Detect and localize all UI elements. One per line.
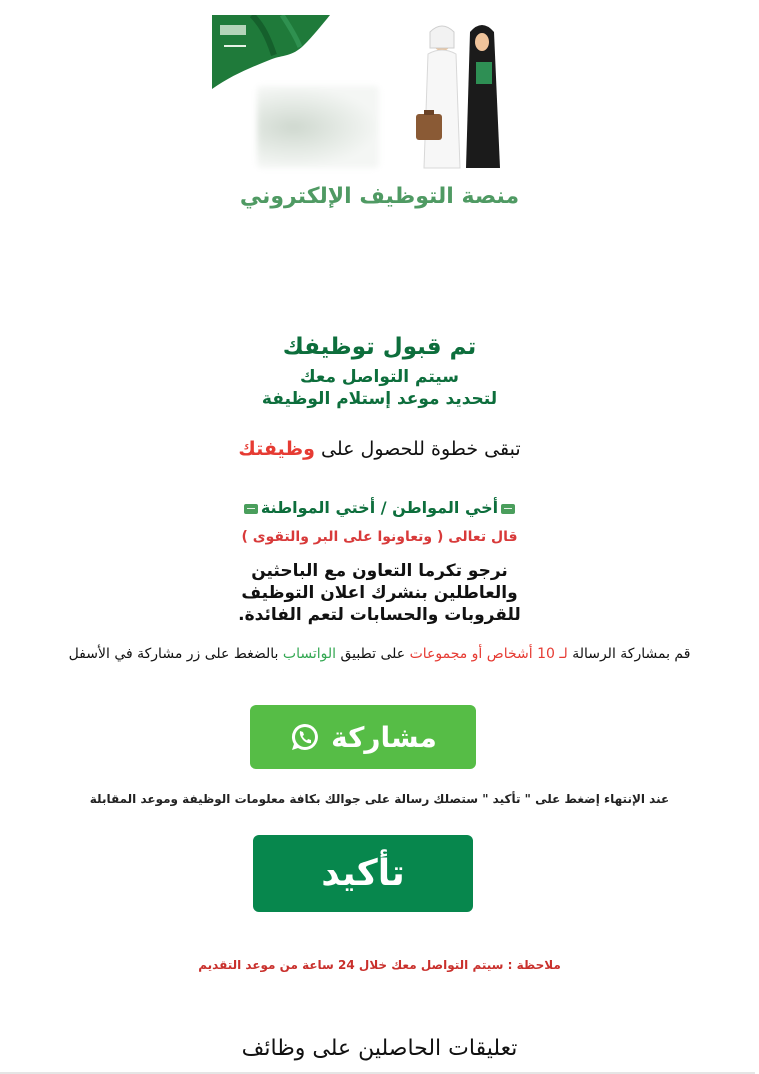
plea-line: للقروبات والحسابات لتعم الفائدة. (238, 605, 521, 625)
saudi-flag-image (212, 15, 330, 89)
share-label: مشاركة (331, 720, 437, 754)
acceptance-line-1: سيتم التواصل معك (300, 367, 459, 387)
citizen-text: أخي المواطن / أختي المواطنة (260, 498, 499, 517)
confirm-label: تأكيد (321, 853, 405, 894)
whatsapp-share-button[interactable] (250, 705, 476, 769)
quran-verse: قال تعالى ( وتعاونوا على البر والتقوى ) (241, 529, 518, 545)
acceptance-subtitle (0, 366, 759, 410)
confirm-button[interactable] (253, 835, 473, 912)
completion-instruction: عند الإنتهاء إضغط على " تأكيد " ستصلك رسالة على جوالك بكافة معلومات الوظيفة وموعد المقابلة (89, 792, 670, 806)
plea-line: والعاطلين بنشرك اعلان التوظيف (241, 583, 518, 603)
job-seekers-illustration (410, 18, 510, 178)
contact-note: ملاحظة : سيتم التواصل معك خلال 24 ساعة من موعد التقديم (198, 958, 561, 972)
step-prefix: تبقى خطوة للحصول على (321, 438, 521, 460)
citizen-heading (0, 498, 759, 517)
acceptance-title: تم قبول توظيفك (282, 334, 477, 360)
comments-heading: تعليقات الحاصلين على وظائف (241, 1036, 518, 1061)
whatsapp-icon (289, 721, 321, 753)
blurred-logo-image (257, 86, 379, 168)
saudi-flag-icon (244, 504, 258, 514)
share-count-highlight: لـ 10 أشخاص أو مجموعات (409, 646, 568, 662)
step-highlight: وظيفتك (238, 438, 315, 460)
saudi-flag-icon (501, 504, 515, 514)
share-instruction-part: بالضغط على زر مشاركة في الأسفل (68, 646, 279, 662)
platform-title: منصة التوظيف الإلكتروني (239, 184, 520, 209)
plea-line: نرجو تكرما التعاون مع الباحثين (251, 561, 508, 581)
share-plea (0, 560, 759, 626)
share-instruction-part: على تطبيق (340, 646, 406, 662)
share-instruction (0, 646, 759, 662)
share-instruction-part: قم بمشاركة الرسالة (572, 646, 691, 662)
acceptance-line-2: لتحديد موعد إستلام الوظيفة (261, 389, 498, 409)
whatsapp-highlight: الواتساب (282, 646, 337, 662)
remaining-step-text (0, 438, 759, 460)
